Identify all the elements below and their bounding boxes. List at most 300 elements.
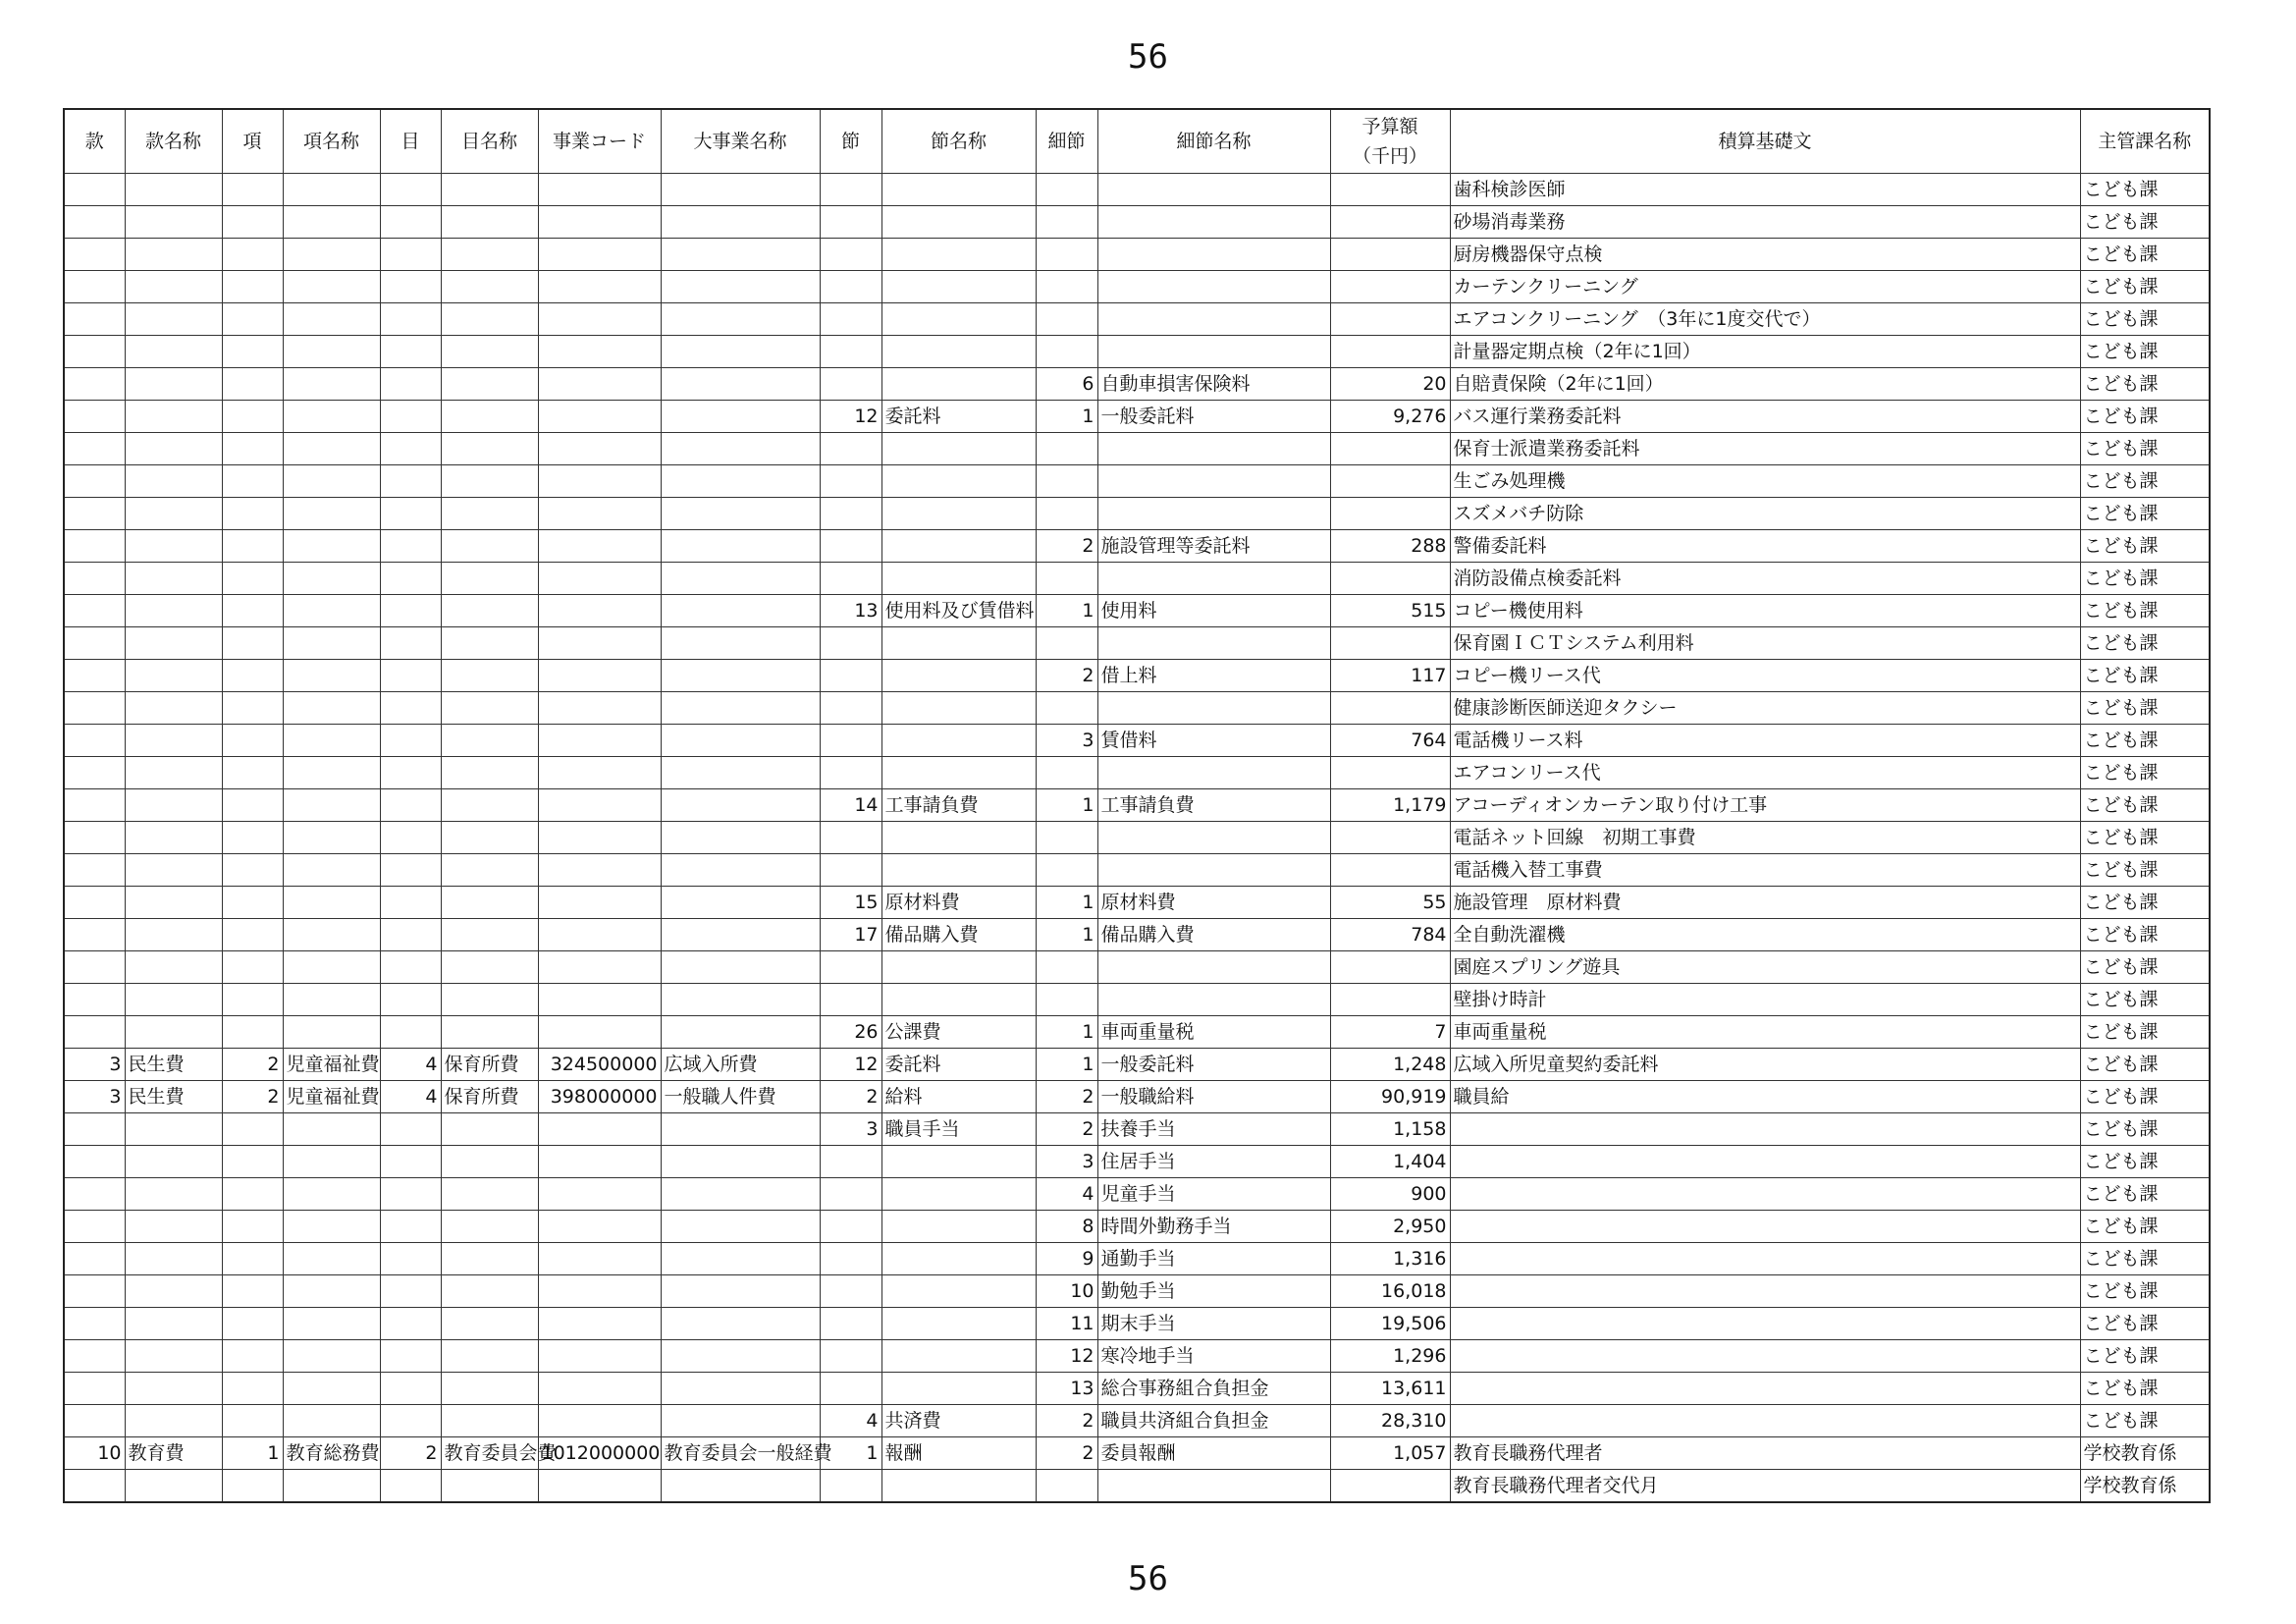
cell-budget — [1330, 692, 1450, 725]
cell-kou — [222, 627, 283, 660]
cell-budget: 1,179 — [1330, 789, 1450, 822]
cell-jigyo-code — [538, 1340, 661, 1373]
cell-dai-jigyo-name: 一般職人件費 — [661, 1081, 820, 1113]
cell-moku — [380, 1373, 441, 1405]
cell-dai-jigyo-name — [661, 1113, 820, 1146]
cell-setsu — [820, 627, 881, 660]
cell-saisetsu — [1036, 1470, 1097, 1503]
header-setsu-name: 節名称 — [881, 109, 1036, 174]
cell-kou-name — [283, 1340, 380, 1373]
cell-dai-jigyo-name — [661, 401, 820, 433]
cell-budget: 13,611 — [1330, 1373, 1450, 1405]
cell-jigyo-code — [538, 1373, 661, 1405]
cell-kou — [222, 887, 283, 919]
cell-saisetsu — [1036, 498, 1097, 530]
cell-dai-jigyo-name — [661, 433, 820, 465]
cell-jigyo-code — [538, 1178, 661, 1211]
cell-setsu: 2 — [820, 1081, 881, 1113]
cell-moku-name — [441, 854, 538, 887]
cell-kou-name — [283, 368, 380, 401]
cell-setsu-name — [881, 174, 1036, 206]
cell-basis-text: 計量器定期点検（2年に1回） — [1450, 336, 2080, 368]
cell-saisetsu-name — [1097, 271, 1330, 303]
header-kan-name: 款名称 — [125, 109, 222, 174]
cell-setsu — [820, 271, 881, 303]
cell-jigyo-code — [538, 498, 661, 530]
cell-setsu-name: 公課費 — [881, 1016, 1036, 1049]
cell-kou-name — [283, 563, 380, 595]
cell-setsu: 13 — [820, 595, 881, 627]
cell-dept-name: こども課 — [2080, 303, 2210, 336]
cell-saisetsu — [1036, 465, 1097, 498]
cell-jigyo-code: 398000000 — [538, 1081, 661, 1113]
cell-saisetsu-name: 一般職給料 — [1097, 1081, 1330, 1113]
cell-dai-jigyo-name — [661, 1178, 820, 1211]
cell-setsu-name: 共済費 — [881, 1405, 1036, 1437]
cell-jigyo-code — [538, 595, 661, 627]
cell-kou — [222, 239, 283, 271]
cell-dai-jigyo-name — [661, 984, 820, 1016]
cell-moku — [380, 239, 441, 271]
cell-moku — [380, 919, 441, 951]
cell-dept-name: こども課 — [2080, 206, 2210, 239]
cell-kan-name — [125, 433, 222, 465]
cell-saisetsu — [1036, 627, 1097, 660]
cell-kou-name — [283, 1243, 380, 1275]
cell-setsu-name — [881, 239, 1036, 271]
cell-moku-name — [441, 271, 538, 303]
cell-saisetsu-name: 通勤手当 — [1097, 1243, 1330, 1275]
cell-kan — [64, 1340, 125, 1373]
cell-moku-name — [441, 1016, 538, 1049]
cell-kan — [64, 1243, 125, 1275]
cell-kan-name — [125, 984, 222, 1016]
cell-moku-name: 保育所費 — [441, 1049, 538, 1081]
cell-dept-name: こども課 — [2080, 627, 2210, 660]
cell-dai-jigyo-name — [661, 789, 820, 822]
cell-moku — [380, 1016, 441, 1049]
cell-setsu-name — [881, 725, 1036, 757]
cell-kou — [222, 1405, 283, 1437]
cell-kou — [222, 1275, 283, 1308]
cell-saisetsu — [1036, 303, 1097, 336]
header-saisetsu-name: 細節名称 — [1097, 109, 1330, 174]
cell-moku-name — [441, 757, 538, 789]
cell-kan — [64, 336, 125, 368]
cell-kan-name — [125, 919, 222, 951]
cell-saisetsu — [1036, 336, 1097, 368]
cell-moku-name — [441, 368, 538, 401]
table-row — [64, 822, 2210, 854]
cell-jigyo-code — [538, 692, 661, 725]
cell-dai-jigyo-name: 教育委員会一般経費 — [661, 1437, 820, 1470]
cell-saisetsu-name: 施設管理等委託料 — [1097, 530, 1330, 563]
cell-kou-name: 児童福祉費 — [283, 1049, 380, 1081]
cell-saisetsu-name — [1097, 336, 1330, 368]
cell-moku-name — [441, 336, 538, 368]
cell-kou-name — [283, 1308, 380, 1340]
cell-kou-name — [283, 465, 380, 498]
cell-kan — [64, 498, 125, 530]
cell-basis-text: 消防設備点検委託料 — [1450, 563, 2080, 595]
cell-dai-jigyo-name — [661, 1405, 820, 1437]
cell-jigyo-code — [538, 627, 661, 660]
table-row — [64, 1178, 2210, 1211]
cell-moku-name — [441, 984, 538, 1016]
cell-moku-name — [441, 627, 538, 660]
cell-jigyo-code — [538, 239, 661, 271]
cell-setsu-name — [881, 206, 1036, 239]
cell-saisetsu — [1036, 951, 1097, 984]
cell-setsu-name — [881, 465, 1036, 498]
cell-setsu: 3 — [820, 1113, 881, 1146]
cell-basis-text: 職員給 — [1450, 1081, 2080, 1113]
table-row — [64, 368, 2210, 401]
cell-saisetsu — [1036, 271, 1097, 303]
cell-kan — [64, 1308, 125, 1340]
cell-budget — [1330, 563, 1450, 595]
cell-kou-name — [283, 1113, 380, 1146]
cell-kan — [64, 206, 125, 239]
cell-kou — [222, 854, 283, 887]
table-row — [64, 336, 2210, 368]
cell-kan-name — [125, 854, 222, 887]
cell-kan-name — [125, 822, 222, 854]
cell-setsu — [820, 530, 881, 563]
cell-basis-text: 教育長職務代理者 — [1450, 1437, 2080, 1470]
cell-kou-name — [283, 303, 380, 336]
cell-kou-name — [283, 595, 380, 627]
cell-dept-name: こども課 — [2080, 595, 2210, 627]
cell-kan — [64, 757, 125, 789]
table-row — [64, 984, 2210, 1016]
cell-saisetsu: 8 — [1036, 1211, 1097, 1243]
cell-moku — [380, 401, 441, 433]
cell-dai-jigyo-name — [661, 757, 820, 789]
cell-kou — [222, 1113, 283, 1146]
cell-moku-name — [441, 725, 538, 757]
cell-budget — [1330, 174, 1450, 206]
cell-moku-name — [441, 239, 538, 271]
cell-budget — [1330, 757, 1450, 789]
cell-saisetsu: 11 — [1036, 1308, 1097, 1340]
cell-moku — [380, 498, 441, 530]
cell-dept-name: こども課 — [2080, 401, 2210, 433]
cell-kan-name — [125, 757, 222, 789]
cell-setsu — [820, 239, 881, 271]
cell-moku-name — [441, 1373, 538, 1405]
cell-kan-name — [125, 303, 222, 336]
cell-moku — [380, 1178, 441, 1211]
cell-basis-text: アコーディオンカーテン取り付け工事 — [1450, 789, 2080, 822]
cell-setsu — [820, 1373, 881, 1405]
cell-setsu-name — [881, 951, 1036, 984]
cell-budget — [1330, 271, 1450, 303]
cell-dai-jigyo-name — [661, 465, 820, 498]
cell-budget — [1330, 951, 1450, 984]
cell-jigyo-code — [538, 303, 661, 336]
cell-budget: 55 — [1330, 887, 1450, 919]
cell-kan-name — [125, 530, 222, 563]
cell-setsu-name — [881, 1275, 1036, 1308]
cell-basis-text: 園庭スプリング遊具 — [1450, 951, 2080, 984]
header-jigyo-code: 事業コード — [538, 109, 661, 174]
cell-kou — [222, 789, 283, 822]
cell-jigyo-code — [538, 1243, 661, 1275]
cell-setsu-name — [881, 1373, 1036, 1405]
cell-kan-name — [125, 660, 222, 692]
cell-basis-text — [1450, 1146, 2080, 1178]
cell-kou-name — [283, 887, 380, 919]
cell-basis-text — [1450, 1211, 2080, 1243]
cell-basis-text — [1450, 1340, 2080, 1373]
cell-basis-text: 保育園ＩＣＴシステム利用料 — [1450, 627, 2080, 660]
cell-setsu-name: 備品購入費 — [881, 919, 1036, 951]
cell-moku-name — [441, 1405, 538, 1437]
header-kou: 項 — [222, 109, 283, 174]
cell-budget: 288 — [1330, 530, 1450, 563]
cell-moku — [380, 725, 441, 757]
cell-jigyo-code — [538, 336, 661, 368]
cell-moku-name: 教育委員会費 — [441, 1437, 538, 1470]
cell-dept-name: こども課 — [2080, 465, 2210, 498]
cell-moku — [380, 595, 441, 627]
cell-basis-text: バス運行業務委託料 — [1450, 401, 2080, 433]
cell-kou-name — [283, 627, 380, 660]
cell-setsu-name — [881, 627, 1036, 660]
cell-saisetsu-name: 期末手当 — [1097, 1308, 1330, 1340]
cell-saisetsu — [1036, 692, 1097, 725]
cell-setsu-name: 報酬 — [881, 1437, 1036, 1470]
cell-basis-text: 自賠責保険（2年に1回） — [1450, 368, 2080, 401]
cell-budget: 2,950 — [1330, 1211, 1450, 1243]
cell-kou-name — [283, 1405, 380, 1437]
cell-setsu — [820, 1146, 881, 1178]
cell-setsu — [820, 1243, 881, 1275]
cell-saisetsu: 2 — [1036, 530, 1097, 563]
cell-setsu — [820, 660, 881, 692]
table-row — [64, 951, 2210, 984]
cell-dept-name: こども課 — [2080, 1340, 2210, 1373]
cell-setsu-name — [881, 1178, 1036, 1211]
cell-dai-jigyo-name — [661, 725, 820, 757]
table-row — [64, 1308, 2210, 1340]
table-row — [64, 1243, 2210, 1275]
cell-jigyo-code — [538, 789, 661, 822]
cell-kan-name — [125, 336, 222, 368]
table-row — [64, 1470, 2210, 1503]
cell-saisetsu-name: 一般委託料 — [1097, 401, 1330, 433]
table-row — [64, 887, 2210, 919]
cell-dai-jigyo-name — [661, 1146, 820, 1178]
table-row — [64, 1016, 2210, 1049]
table-body — [64, 174, 2210, 1503]
cell-kan-name — [125, 1470, 222, 1503]
cell-kou-name — [283, 336, 380, 368]
cell-budget: 19,506 — [1330, 1308, 1450, 1340]
table-row — [64, 1373, 2210, 1405]
cell-moku — [380, 336, 441, 368]
cell-basis-text: 広域入所児童契約委託料 — [1450, 1049, 2080, 1081]
table-row — [64, 1405, 2210, 1437]
cell-saisetsu: 2 — [1036, 660, 1097, 692]
cell-budget — [1330, 239, 1450, 271]
cell-dai-jigyo-name: 広域入所費 — [661, 1049, 820, 1081]
cell-setsu — [820, 1308, 881, 1340]
cell-saisetsu-name: 原材料費 — [1097, 887, 1330, 919]
cell-jigyo-code — [538, 1275, 661, 1308]
cell-kou — [222, 433, 283, 465]
cell-setsu-name — [881, 984, 1036, 1016]
cell-dept-name: こども課 — [2080, 757, 2210, 789]
table-row — [64, 725, 2210, 757]
cell-dept-name: こども課 — [2080, 725, 2210, 757]
cell-kan-name — [125, 627, 222, 660]
cell-basis-text: エアコンクリーニング （3年に1度交代で） — [1450, 303, 2080, 336]
cell-saisetsu-name — [1097, 1470, 1330, 1503]
cell-basis-text: 砂場消毒業務 — [1450, 206, 2080, 239]
cell-moku-name — [441, 1308, 538, 1340]
header-setsu: 節 — [820, 109, 881, 174]
cell-saisetsu: 13 — [1036, 1373, 1097, 1405]
cell-jigyo-code — [538, 887, 661, 919]
cell-kan-name — [125, 563, 222, 595]
cell-moku — [380, 1275, 441, 1308]
cell-kan — [64, 660, 125, 692]
cell-moku — [380, 692, 441, 725]
cell-moku — [380, 854, 441, 887]
cell-kan-name — [125, 465, 222, 498]
cell-kou-name: 教育総務費 — [283, 1437, 380, 1470]
cell-dai-jigyo-name — [661, 692, 820, 725]
cell-kou-name — [283, 951, 380, 984]
cell-budget — [1330, 206, 1450, 239]
cell-kan-name — [125, 1016, 222, 1049]
cell-setsu — [820, 854, 881, 887]
cell-setsu-name: 職員手当 — [881, 1113, 1036, 1146]
cell-basis-text — [1450, 1243, 2080, 1275]
cell-setsu-name: 原材料費 — [881, 887, 1036, 919]
cell-kan — [64, 433, 125, 465]
cell-jigyo-code — [538, 401, 661, 433]
cell-kou — [222, 692, 283, 725]
cell-jigyo-code — [538, 563, 661, 595]
cell-setsu — [820, 1340, 881, 1373]
cell-dai-jigyo-name — [661, 887, 820, 919]
cell-dai-jigyo-name — [661, 174, 820, 206]
cell-saisetsu — [1036, 854, 1097, 887]
cell-dai-jigyo-name — [661, 368, 820, 401]
cell-kou — [222, 563, 283, 595]
cell-saisetsu: 2 — [1036, 1437, 1097, 1470]
cell-budget: 1,404 — [1330, 1146, 1450, 1178]
cell-saisetsu — [1036, 206, 1097, 239]
cell-kou — [222, 498, 283, 530]
cell-saisetsu: 9 — [1036, 1243, 1097, 1275]
cell-jigyo-code — [538, 660, 661, 692]
cell-kan-name — [125, 239, 222, 271]
cell-dept-name: こども課 — [2080, 854, 2210, 887]
cell-moku-name — [441, 206, 538, 239]
cell-setsu — [820, 1470, 881, 1503]
cell-setsu-name — [881, 1340, 1036, 1373]
cell-saisetsu: 6 — [1036, 368, 1097, 401]
cell-moku — [380, 465, 441, 498]
cell-kan-name — [125, 1146, 222, 1178]
cell-kan-name — [125, 1178, 222, 1211]
cell-jigyo-code — [538, 271, 661, 303]
cell-setsu — [820, 563, 881, 595]
cell-kou — [222, 206, 283, 239]
header-basis-text: 積算基礎文 — [1450, 109, 2080, 174]
cell-dept-name: こども課 — [2080, 951, 2210, 984]
cell-basis-text — [1450, 1373, 2080, 1405]
cell-kan-name — [125, 951, 222, 984]
cell-saisetsu: 1 — [1036, 401, 1097, 433]
cell-saisetsu: 3 — [1036, 725, 1097, 757]
cell-setsu-name — [881, 530, 1036, 563]
cell-dept-name: こども課 — [2080, 239, 2210, 271]
table-row — [64, 757, 2210, 789]
table-row — [64, 854, 2210, 887]
cell-kou — [222, 336, 283, 368]
cell-kou-name — [283, 725, 380, 757]
cell-saisetsu: 1 — [1036, 887, 1097, 919]
header-dept-name: 主管課名称 — [2080, 109, 2210, 174]
cell-dai-jigyo-name — [661, 303, 820, 336]
table-row — [64, 1275, 2210, 1308]
cell-moku-name — [441, 1146, 538, 1178]
cell-budget — [1330, 1470, 1450, 1503]
cell-moku — [380, 951, 441, 984]
cell-kan — [64, 1275, 125, 1308]
cell-kou — [222, 271, 283, 303]
table-row — [64, 1081, 2210, 1113]
cell-setsu — [820, 725, 881, 757]
cell-dept-name: こども課 — [2080, 1275, 2210, 1308]
cell-moku — [380, 174, 441, 206]
cell-moku-name — [441, 789, 538, 822]
cell-kan — [64, 627, 125, 660]
cell-kou-name — [283, 174, 380, 206]
cell-kou-name — [283, 854, 380, 887]
cell-kan-name: 民生費 — [125, 1081, 222, 1113]
cell-moku — [380, 1113, 441, 1146]
table-row — [64, 1113, 2210, 1146]
cell-budget — [1330, 336, 1450, 368]
cell-basis-text: 車両重量税 — [1450, 1016, 2080, 1049]
cell-setsu — [820, 206, 881, 239]
cell-saisetsu: 12 — [1036, 1340, 1097, 1373]
cell-dept-name: こども課 — [2080, 919, 2210, 951]
cell-basis-text: 電話機リース料 — [1450, 725, 2080, 757]
cell-kan — [64, 530, 125, 563]
cell-dai-jigyo-name — [661, 563, 820, 595]
cell-moku — [380, 627, 441, 660]
cell-kou-name — [283, 692, 380, 725]
cell-dai-jigyo-name — [661, 1016, 820, 1049]
cell-jigyo-code — [538, 465, 661, 498]
cell-kou — [222, 919, 283, 951]
cell-kou-name — [283, 206, 380, 239]
cell-moku — [380, 563, 441, 595]
cell-moku-name — [441, 498, 538, 530]
cell-jigyo-code — [538, 1470, 661, 1503]
cell-kou-name — [283, 984, 380, 1016]
cell-basis-text — [1450, 1405, 2080, 1437]
cell-kan — [64, 1470, 125, 1503]
cell-kan-name — [125, 368, 222, 401]
